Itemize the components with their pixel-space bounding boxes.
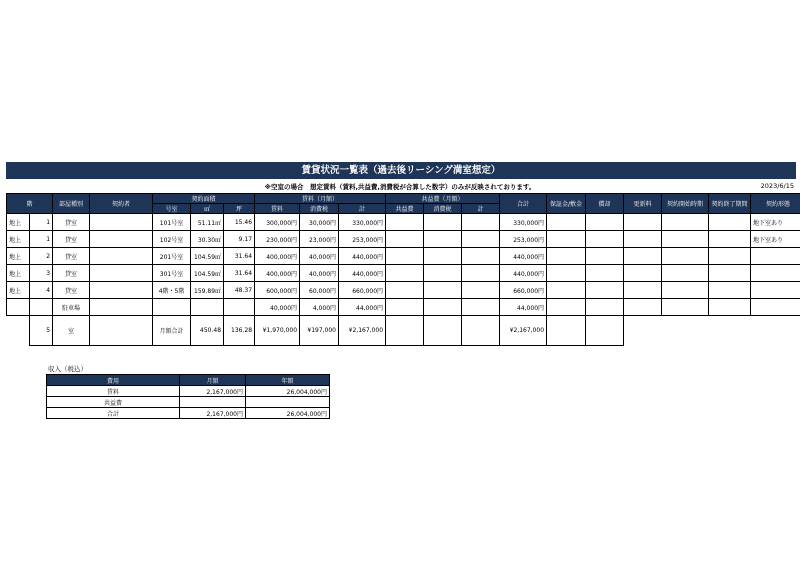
- tsubo-cell: 15.46: [224, 214, 255, 231]
- report-date: 2023/6/15: [760, 182, 794, 190]
- room-type-cell: 貸室: [53, 231, 90, 248]
- floor-number-cell: 3: [30, 265, 53, 282]
- header-rent: 賃料（月額）: [255, 194, 386, 204]
- tenant-cell: [90, 214, 153, 231]
- table-row: [7, 282, 800, 299]
- total-cell: 44,000円: [500, 299, 547, 316]
- income-row: [47, 386, 330, 397]
- tsubo-cell: 31.64: [224, 248, 255, 265]
- floor-number-cell: 4: [30, 282, 53, 299]
- tenant-cell: [90, 299, 153, 316]
- renewal-cell: [624, 214, 662, 231]
- income-item-cell: 合計: [47, 408, 180, 419]
- common-sum-cell: [462, 214, 500, 231]
- rent-sum-cell: 44,000円: [339, 299, 386, 316]
- room-type-cell: 貸室: [53, 214, 90, 231]
- end-cell: [709, 265, 751, 282]
- rent-roll-table: [6, 193, 800, 346]
- deposit-cell: [547, 214, 586, 231]
- room-type-cell: 駐車場: [53, 299, 90, 316]
- floor-number-cell: [30, 299, 53, 316]
- note-text: ※空室の場合 想定賃料（賃料,共益費,消費税が合算した数字）のみが反映されております。: [264, 183, 536, 191]
- income-annual-cell: [246, 397, 330, 408]
- common-cell: [386, 231, 424, 248]
- total-tax: ¥197,000: [300, 316, 339, 346]
- header-key-money: 償却: [586, 194, 624, 214]
- income-annual-cell: 26,004,000円: [246, 386, 330, 397]
- common-sum-cell: [462, 282, 500, 299]
- room-no-cell: 102号室: [153, 231, 191, 248]
- header-area: 契約面積: [153, 194, 255, 204]
- header-tenant: 契約者: [90, 194, 153, 214]
- sqm-cell: [191, 299, 224, 316]
- sqm-cell: 159.89㎡: [191, 282, 224, 299]
- header-renewal: 更新料: [624, 194, 662, 214]
- sqm-cell: 104.59㎡: [191, 265, 224, 282]
- total-count: 5: [30, 316, 53, 346]
- key-money-cell: [586, 299, 624, 316]
- rent-cell: 300,000円: [255, 214, 300, 231]
- room-type-cell: 貸室: [53, 282, 90, 299]
- form-cell: 地下室あり: [751, 231, 800, 248]
- header-room-type: 部屋種別: [53, 194, 90, 214]
- tsubo-cell: 48.37: [224, 282, 255, 299]
- sqm-cell: 104.59㎡: [191, 248, 224, 265]
- key-money-cell: [586, 248, 624, 265]
- renewal-cell: [624, 299, 662, 316]
- floor-number-cell: 2: [30, 248, 53, 265]
- start-cell: [662, 265, 709, 282]
- end-cell: [709, 248, 751, 265]
- header-start: 契約開始時期: [662, 194, 709, 214]
- rent-cell: 600,000円: [255, 282, 300, 299]
- renewal-cell: [624, 265, 662, 282]
- header-common: 共益費（月額）: [386, 194, 500, 204]
- total-sqm: 450.48: [191, 316, 224, 346]
- deposit-cell: [547, 231, 586, 248]
- common-tax-cell: [424, 231, 462, 248]
- floor-cell: 地上: [7, 282, 30, 299]
- tsubo-cell: [224, 299, 255, 316]
- common-tax-cell: [424, 265, 462, 282]
- common-sum-cell: [462, 248, 500, 265]
- header-sqm: ㎡: [191, 204, 224, 214]
- renewal-cell: [624, 248, 662, 265]
- rent-sum-cell: 440,000円: [339, 265, 386, 282]
- room-no-cell: 4階・5階: [153, 282, 191, 299]
- sqm-cell: 51.11㎡: [191, 214, 224, 231]
- form-cell: [751, 299, 800, 316]
- start-cell: [662, 214, 709, 231]
- tax-cell: 30,000円: [300, 214, 339, 231]
- header-form: 契約形態: [751, 194, 800, 214]
- rent-sum-cell: 660,000円: [339, 282, 386, 299]
- end-cell: [709, 299, 751, 316]
- income-annual-cell: 26,004,000円: [246, 408, 330, 419]
- renewal-cell: [624, 282, 662, 299]
- income-monthly-cell: 2,167,000円: [180, 386, 246, 397]
- room-no-cell: 301号室: [153, 265, 191, 282]
- table-row: [7, 299, 800, 316]
- total-cell: 253,000円: [500, 231, 547, 248]
- header-tsubo: 坪: [224, 204, 255, 214]
- header-common-sub: 共益費: [386, 204, 424, 214]
- header-room-no: 号室: [153, 204, 191, 214]
- table-row: [7, 248, 800, 265]
- common-cell: [386, 282, 424, 299]
- key-money-cell: [586, 231, 624, 248]
- tax-cell: 60,000円: [300, 282, 339, 299]
- header-total: 合計: [500, 194, 547, 214]
- income-table: [46, 374, 330, 419]
- tenant-cell: [90, 265, 153, 282]
- table-row: [7, 231, 800, 248]
- form-cell: [751, 282, 800, 299]
- common-cell: [386, 214, 424, 231]
- deposit-cell: [547, 248, 586, 265]
- header-floor: 階: [7, 194, 53, 214]
- floor-cell: 地上: [7, 248, 30, 265]
- tax-cell: 40,000円: [300, 248, 339, 265]
- rent-cell: 400,000円: [255, 265, 300, 282]
- deposit-cell: [547, 299, 586, 316]
- floor-number-cell: 1: [30, 231, 53, 248]
- common-tax-cell: [424, 282, 462, 299]
- income-header-item: 費用: [47, 375, 180, 386]
- key-money-cell: [586, 265, 624, 282]
- tenant-cell: [90, 248, 153, 265]
- header-end: 契約終了期間: [709, 194, 751, 214]
- floor-cell: 地上: [7, 265, 30, 282]
- tax-cell: 4,000円: [300, 299, 339, 316]
- income-monthly-cell: 2,167,000円: [180, 408, 246, 419]
- start-cell: [662, 231, 709, 248]
- key-money-cell: [586, 282, 624, 299]
- floor-cell: 地上: [7, 214, 30, 231]
- floor-cell: [7, 299, 30, 316]
- form-cell: 地下室あり: [751, 214, 800, 231]
- start-cell: [662, 299, 709, 316]
- total-cell: 330,000円: [500, 214, 547, 231]
- common-sum-cell: [462, 231, 500, 248]
- rent-sum-cell: 330,000円: [339, 214, 386, 231]
- header-deposit: 保証金/敷金: [547, 194, 586, 214]
- income-header-annual: 年額: [246, 375, 330, 386]
- total-grand: ¥2,167,000: [500, 316, 547, 346]
- tenant-cell: [90, 282, 153, 299]
- room-type-cell: 貸室: [53, 265, 90, 282]
- room-no-cell: [153, 299, 191, 316]
- common-tax-cell: [424, 248, 462, 265]
- room-no-cell: 101号室: [153, 214, 191, 231]
- form-cell: [751, 265, 800, 282]
- total-cell: 440,000円: [500, 265, 547, 282]
- deposit-cell: [547, 282, 586, 299]
- start-cell: [662, 282, 709, 299]
- common-cell: [386, 248, 424, 265]
- rent-sum-cell: 253,000円: [339, 231, 386, 248]
- total-label: 月額合計: [153, 316, 191, 346]
- header-tax: 消費税: [300, 204, 339, 214]
- header-rent-sub: 賃料: [255, 204, 300, 214]
- income-item-cell: 共益費: [47, 397, 180, 408]
- header-sum: 計: [339, 204, 386, 214]
- sqm-cell: 30.30㎡: [191, 231, 224, 248]
- common-tax-cell: [424, 214, 462, 231]
- total-sum: ¥2,167,000: [339, 316, 386, 346]
- room-type-cell: 貸室: [53, 248, 90, 265]
- income-header-monthly: 月額: [180, 375, 246, 386]
- end-cell: [709, 282, 751, 299]
- common-cell: [386, 265, 424, 282]
- header-common-sum: 計: [462, 204, 500, 214]
- room-no-cell: 201号室: [153, 248, 191, 265]
- tenant-cell: [90, 231, 153, 248]
- key-money-cell: [586, 214, 624, 231]
- income-monthly-cell: [180, 397, 246, 408]
- rent-cell: 230,000円: [255, 231, 300, 248]
- total-cell: 660,000円: [500, 282, 547, 299]
- form-cell: [751, 248, 800, 265]
- income-row: [47, 408, 330, 419]
- rent-sum-cell: 440,000円: [339, 248, 386, 265]
- total-unit: 室: [53, 316, 90, 346]
- floor-number-cell: 1: [30, 214, 53, 231]
- total-rent: ¥1,970,000: [255, 316, 300, 346]
- income-row: [47, 397, 330, 408]
- income-label: 収入（税込）: [48, 365, 87, 373]
- floor-cell: 地上: [7, 231, 30, 248]
- rent-cell: 400,000円: [255, 248, 300, 265]
- tsubo-cell: 31.64: [224, 265, 255, 282]
- tax-cell: 40,000円: [300, 265, 339, 282]
- common-cell: [386, 299, 424, 316]
- page-title: 賃貸状況一覧表（過去後リーシング満室想定）: [6, 162, 796, 179]
- totals-row: [7, 316, 800, 346]
- total-cell: 440,000円: [500, 248, 547, 265]
- rent-cell: 40,000円: [255, 299, 300, 316]
- table-row: [7, 214, 800, 231]
- start-cell: [662, 248, 709, 265]
- end-cell: [709, 231, 751, 248]
- header-common-tax: 消費税: [424, 204, 462, 214]
- tax-cell: 23,000円: [300, 231, 339, 248]
- renewal-cell: [624, 231, 662, 248]
- deposit-cell: [547, 265, 586, 282]
- common-sum-cell: [462, 265, 500, 282]
- tsubo-cell: 9.17: [224, 231, 255, 248]
- common-tax-cell: [424, 299, 462, 316]
- total-tsubo: 136.28: [224, 316, 255, 346]
- income-item-cell: 賃料: [47, 386, 180, 397]
- table-row: [7, 265, 800, 282]
- common-sum-cell: [462, 299, 500, 316]
- end-cell: [709, 214, 751, 231]
